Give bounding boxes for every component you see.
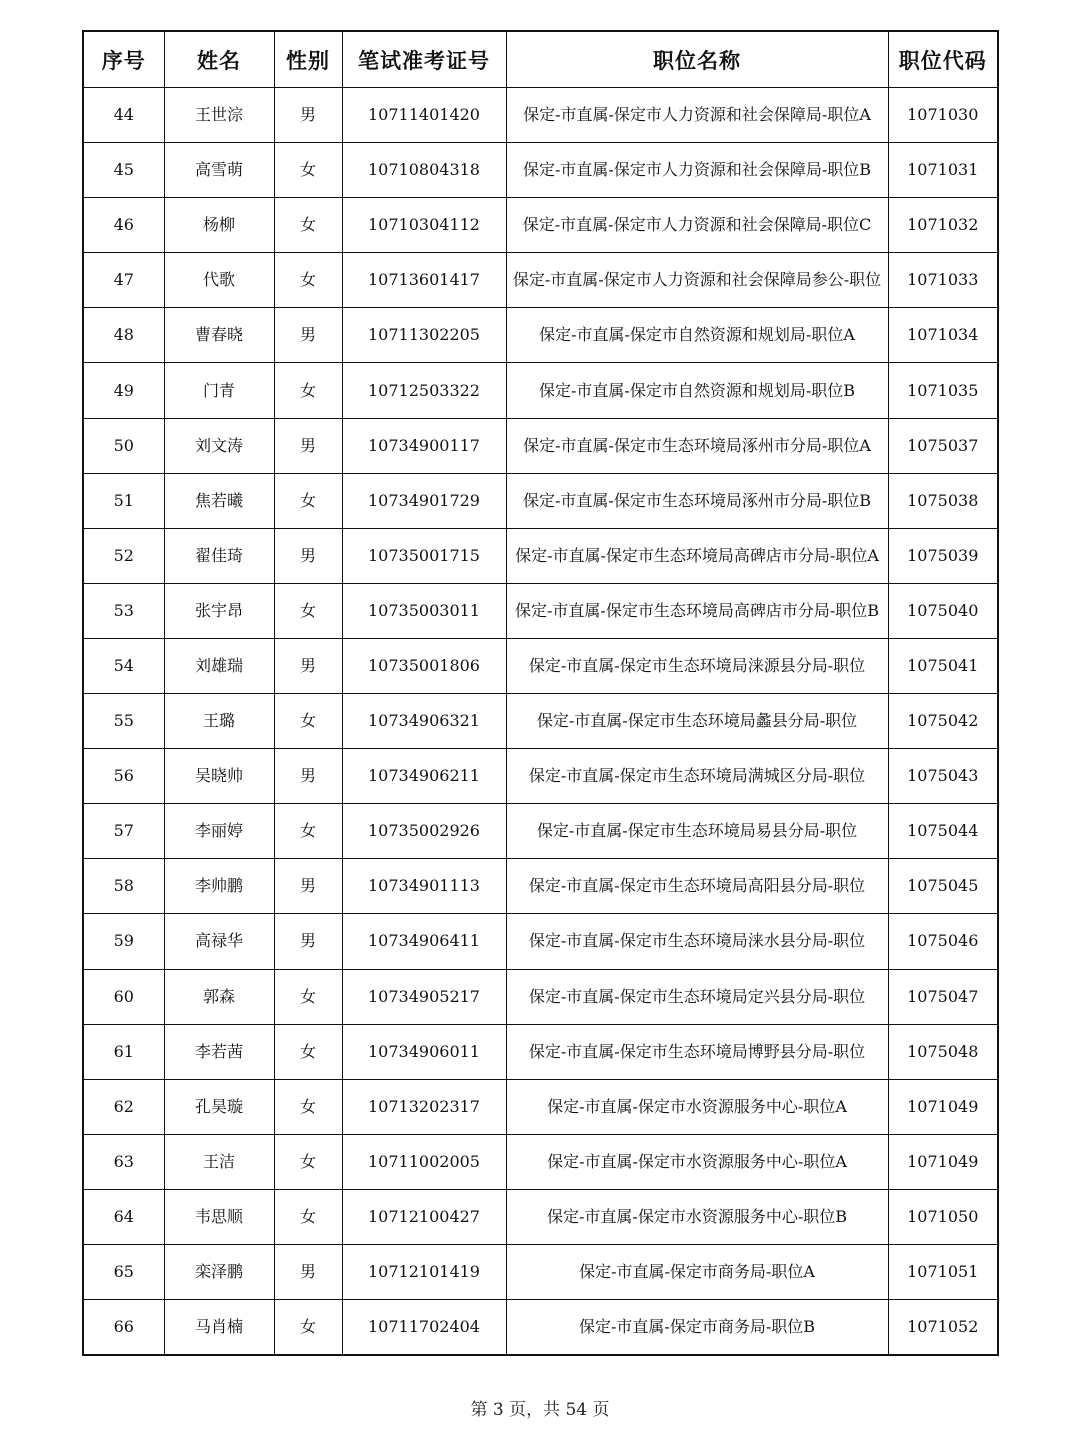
cell-name: 郭森 <box>164 969 274 1024</box>
cell-gender: 女 <box>274 1134 342 1189</box>
cell-code: 1075047 <box>888 969 998 1024</box>
cell-gender: 女 <box>274 363 342 418</box>
cell-seq: 45 <box>83 143 164 198</box>
cell-name: 张宇昂 <box>164 583 274 638</box>
cell-exam-no: 10710304112 <box>342 198 506 253</box>
cell-code: 1071034 <box>888 308 998 363</box>
table-row <box>83 1189 998 1244</box>
cell-exam-no: 10734901729 <box>342 473 506 528</box>
cell-name: 翟佳琦 <box>164 528 274 583</box>
cell-code: 1075045 <box>888 859 998 914</box>
cell-gender: 女 <box>274 473 342 528</box>
cell-gender: 男 <box>274 1244 342 1299</box>
cell-exam-no: 10712100427 <box>342 1189 506 1244</box>
cell-name: 李帅鹏 <box>164 859 274 914</box>
table-header-row <box>83 31 998 88</box>
cell-position: 保定-市直属-保定市人力资源和社会保障局-职位A <box>506 88 888 143</box>
cell-name: 门青 <box>164 363 274 418</box>
cell-seq: 52 <box>83 528 164 583</box>
cell-code: 1075039 <box>888 528 998 583</box>
cell-seq: 57 <box>83 804 164 859</box>
table-row <box>83 363 998 418</box>
cell-exam-no: 10711702404 <box>342 1300 506 1356</box>
cell-seq: 47 <box>83 253 164 308</box>
cell-name: 王洁 <box>164 1134 274 1189</box>
cell-name: 曹春晓 <box>164 308 274 363</box>
cell-seq: 56 <box>83 749 164 804</box>
table-row <box>83 969 998 1024</box>
cell-seq: 60 <box>83 969 164 1024</box>
cell-exam-no: 10734900117 <box>342 418 506 473</box>
cell-code: 1075040 <box>888 583 998 638</box>
cell-position: 保定-市直属-保定市生态环境局涿州市分局-职位B <box>506 473 888 528</box>
cell-gender: 男 <box>274 914 342 969</box>
cell-exam-no: 10710804318 <box>342 143 506 198</box>
cell-code: 1071030 <box>888 88 998 143</box>
cell-exam-no: 10712503322 <box>342 363 506 418</box>
table-row <box>83 914 998 969</box>
cell-name: 杨柳 <box>164 198 274 253</box>
cell-seq: 58 <box>83 859 164 914</box>
cell-exam-no: 10734901113 <box>342 859 506 914</box>
cell-position: 保定-市直属-保定市生态环境局涞水县分局-职位 <box>506 914 888 969</box>
cell-position: 保定-市直属-保定市生态环境局高阳县分局-职位 <box>506 859 888 914</box>
cell-name: 高雪萌 <box>164 143 274 198</box>
cell-exam-no: 10711002005 <box>342 1134 506 1189</box>
cell-gender: 男 <box>274 859 342 914</box>
cell-position: 保定-市直属-保定市生态环境局易县分局-职位 <box>506 804 888 859</box>
cell-gender: 女 <box>274 1024 342 1079</box>
table-row <box>83 804 998 859</box>
cell-code: 1071032 <box>888 198 998 253</box>
cell-name: 李丽婷 <box>164 804 274 859</box>
header-position-name: 职位名称 <box>506 31 888 88</box>
cell-position: 保定-市直属-保定市生态环境局涿州市分局-职位A <box>506 418 888 473</box>
cell-position: 保定-市直属-保定市生态环境局蠡县分局-职位 <box>506 694 888 749</box>
cell-name: 刘文涛 <box>164 418 274 473</box>
table-row <box>83 749 998 804</box>
cell-position: 保定-市直属-保定市自然资源和规划局-职位B <box>506 363 888 418</box>
cell-seq: 63 <box>83 1134 164 1189</box>
cell-exam-no: 10711302205 <box>342 308 506 363</box>
cell-position: 保定-市直属-保定市生态环境局博野县分局-职位 <box>506 1024 888 1079</box>
cell-position: 保定-市直属-保定市水资源服务中心-职位A <box>506 1134 888 1189</box>
cell-gender: 男 <box>274 528 342 583</box>
cell-seq: 54 <box>83 638 164 693</box>
cell-gender: 女 <box>274 969 342 1024</box>
header-position-code: 职位代码 <box>888 31 998 88</box>
cell-position: 保定-市直属-保定市人力资源和社会保障局-职位B <box>506 143 888 198</box>
cell-position: 保定-市直属-保定市水资源服务中心-职位B <box>506 1189 888 1244</box>
cell-seq: 61 <box>83 1024 164 1079</box>
cell-seq: 51 <box>83 473 164 528</box>
cell-position: 保定-市直属-保定市水资源服务中心-职位A <box>506 1079 888 1134</box>
cell-exam-no: 10734906211 <box>342 749 506 804</box>
cell-code: 1071033 <box>888 253 998 308</box>
table-row <box>83 143 998 198</box>
cell-code: 1075044 <box>888 804 998 859</box>
table-row <box>83 418 998 473</box>
header-seq: 序号 <box>83 31 164 88</box>
table-row <box>83 1079 998 1134</box>
cell-gender: 女 <box>274 198 342 253</box>
cell-position: 保定-市直属-保定市人力资源和社会保障局-职位C <box>506 198 888 253</box>
cell-code: 1071049 <box>888 1134 998 1189</box>
table-row <box>83 694 998 749</box>
cell-code: 1071049 <box>888 1079 998 1134</box>
cell-exam-no: 10734905217 <box>342 969 506 1024</box>
cell-position: 保定-市直属-保定市人力资源和社会保障局参公-职位 <box>506 253 888 308</box>
cell-position: 保定-市直属-保定市生态环境局定兴县分局-职位 <box>506 969 888 1024</box>
cell-exam-no: 10713202317 <box>342 1079 506 1134</box>
cell-gender: 女 <box>274 804 342 859</box>
header-gender: 性别 <box>274 31 342 88</box>
cell-code: 1075042 <box>888 694 998 749</box>
cell-code: 1075037 <box>888 418 998 473</box>
cell-gender: 女 <box>274 253 342 308</box>
cell-seq: 66 <box>83 1300 164 1356</box>
cell-position: 保定-市直属-保定市商务局-职位A <box>506 1244 888 1299</box>
cell-name: 马肖楠 <box>164 1300 274 1356</box>
cell-position: 保定-市直属-保定市生态环境局高碑店市分局-职位B <box>506 583 888 638</box>
cell-name: 焦若曦 <box>164 473 274 528</box>
cell-name: 吴晓帅 <box>164 749 274 804</box>
cell-gender: 男 <box>274 88 342 143</box>
cell-exam-no: 10734906011 <box>342 1024 506 1079</box>
cell-exam-no: 10735001715 <box>342 528 506 583</box>
cell-name: 韦思顺 <box>164 1189 274 1244</box>
header-exam-no: 笔试准考证号 <box>342 31 506 88</box>
cell-exam-no: 10734906411 <box>342 914 506 969</box>
cell-exam-no: 10735002926 <box>342 804 506 859</box>
cell-code: 1071050 <box>888 1189 998 1244</box>
cell-seq: 55 <box>83 694 164 749</box>
table-body <box>83 88 998 1356</box>
cell-gender: 女 <box>274 694 342 749</box>
cell-code: 1075041 <box>888 638 998 693</box>
cell-exam-no: 10734906321 <box>342 694 506 749</box>
cell-seq: 44 <box>83 88 164 143</box>
cell-name: 刘雄瑞 <box>164 638 274 693</box>
cell-seq: 50 <box>83 418 164 473</box>
cell-gender: 女 <box>274 143 342 198</box>
table-row <box>83 638 998 693</box>
table-row <box>83 253 998 308</box>
cell-gender: 女 <box>274 1300 342 1356</box>
cell-name: 栾泽鹏 <box>164 1244 274 1299</box>
cell-code: 1071052 <box>888 1300 998 1356</box>
cell-exam-no: 10711401420 <box>342 88 506 143</box>
cell-seq: 64 <box>83 1189 164 1244</box>
cell-position: 保定-市直属-保定市生态环境局高碑店市分局-职位A <box>506 528 888 583</box>
cell-code: 1071051 <box>888 1244 998 1299</box>
cell-code: 1075046 <box>888 914 998 969</box>
table-row <box>83 1300 998 1356</box>
cell-exam-no: 10735003011 <box>342 583 506 638</box>
cell-seq: 59 <box>83 914 164 969</box>
table-row <box>83 583 998 638</box>
cell-name: 代歌 <box>164 253 274 308</box>
cell-gender: 男 <box>274 308 342 363</box>
results-table <box>82 30 999 1356</box>
cell-code: 1071035 <box>888 363 998 418</box>
page-number-footer: 第 3 页，共 54 页 <box>470 1400 610 1420</box>
cell-code: 1075043 <box>888 749 998 804</box>
cell-gender: 女 <box>274 1079 342 1134</box>
cell-seq: 46 <box>83 198 164 253</box>
table-row <box>83 1244 998 1299</box>
cell-position: 保定-市直属-保定市生态环境局涞源县分局-职位 <box>506 638 888 693</box>
table-row <box>83 473 998 528</box>
table-row <box>83 198 998 253</box>
header-name: 姓名 <box>164 31 274 88</box>
table-row <box>83 1134 998 1189</box>
cell-exam-no: 10713601417 <box>342 253 506 308</box>
table-row <box>83 859 998 914</box>
cell-seq: 62 <box>83 1079 164 1134</box>
table-row <box>83 308 998 363</box>
cell-seq: 53 <box>83 583 164 638</box>
cell-name: 高禄华 <box>164 914 274 969</box>
cell-position: 保定-市直属-保定市生态环境局满城区分局-职位 <box>506 749 888 804</box>
cell-name: 王璐 <box>164 694 274 749</box>
cell-code: 1075048 <box>888 1024 998 1079</box>
cell-seq: 48 <box>83 308 164 363</box>
cell-position: 保定-市直属-保定市商务局-职位B <box>506 1300 888 1356</box>
cell-exam-no: 10735001806 <box>342 638 506 693</box>
cell-gender: 男 <box>274 418 342 473</box>
cell-name: 孔昊璇 <box>164 1079 274 1134</box>
cell-code: 1071031 <box>888 143 998 198</box>
cell-position: 保定-市直属-保定市自然资源和规划局-职位A <box>506 308 888 363</box>
cell-name: 王世淙 <box>164 88 274 143</box>
cell-gender: 男 <box>274 638 342 693</box>
cell-seq: 49 <box>83 363 164 418</box>
table-row <box>83 88 998 143</box>
cell-gender: 女 <box>274 583 342 638</box>
cell-seq: 65 <box>83 1244 164 1299</box>
cell-code: 1075038 <box>888 473 998 528</box>
cell-gender: 女 <box>274 1189 342 1244</box>
table-row <box>83 1024 998 1079</box>
table-row <box>83 528 998 583</box>
cell-exam-no: 10712101419 <box>342 1244 506 1299</box>
cell-name: 李若茜 <box>164 1024 274 1079</box>
cell-gender: 男 <box>274 749 342 804</box>
